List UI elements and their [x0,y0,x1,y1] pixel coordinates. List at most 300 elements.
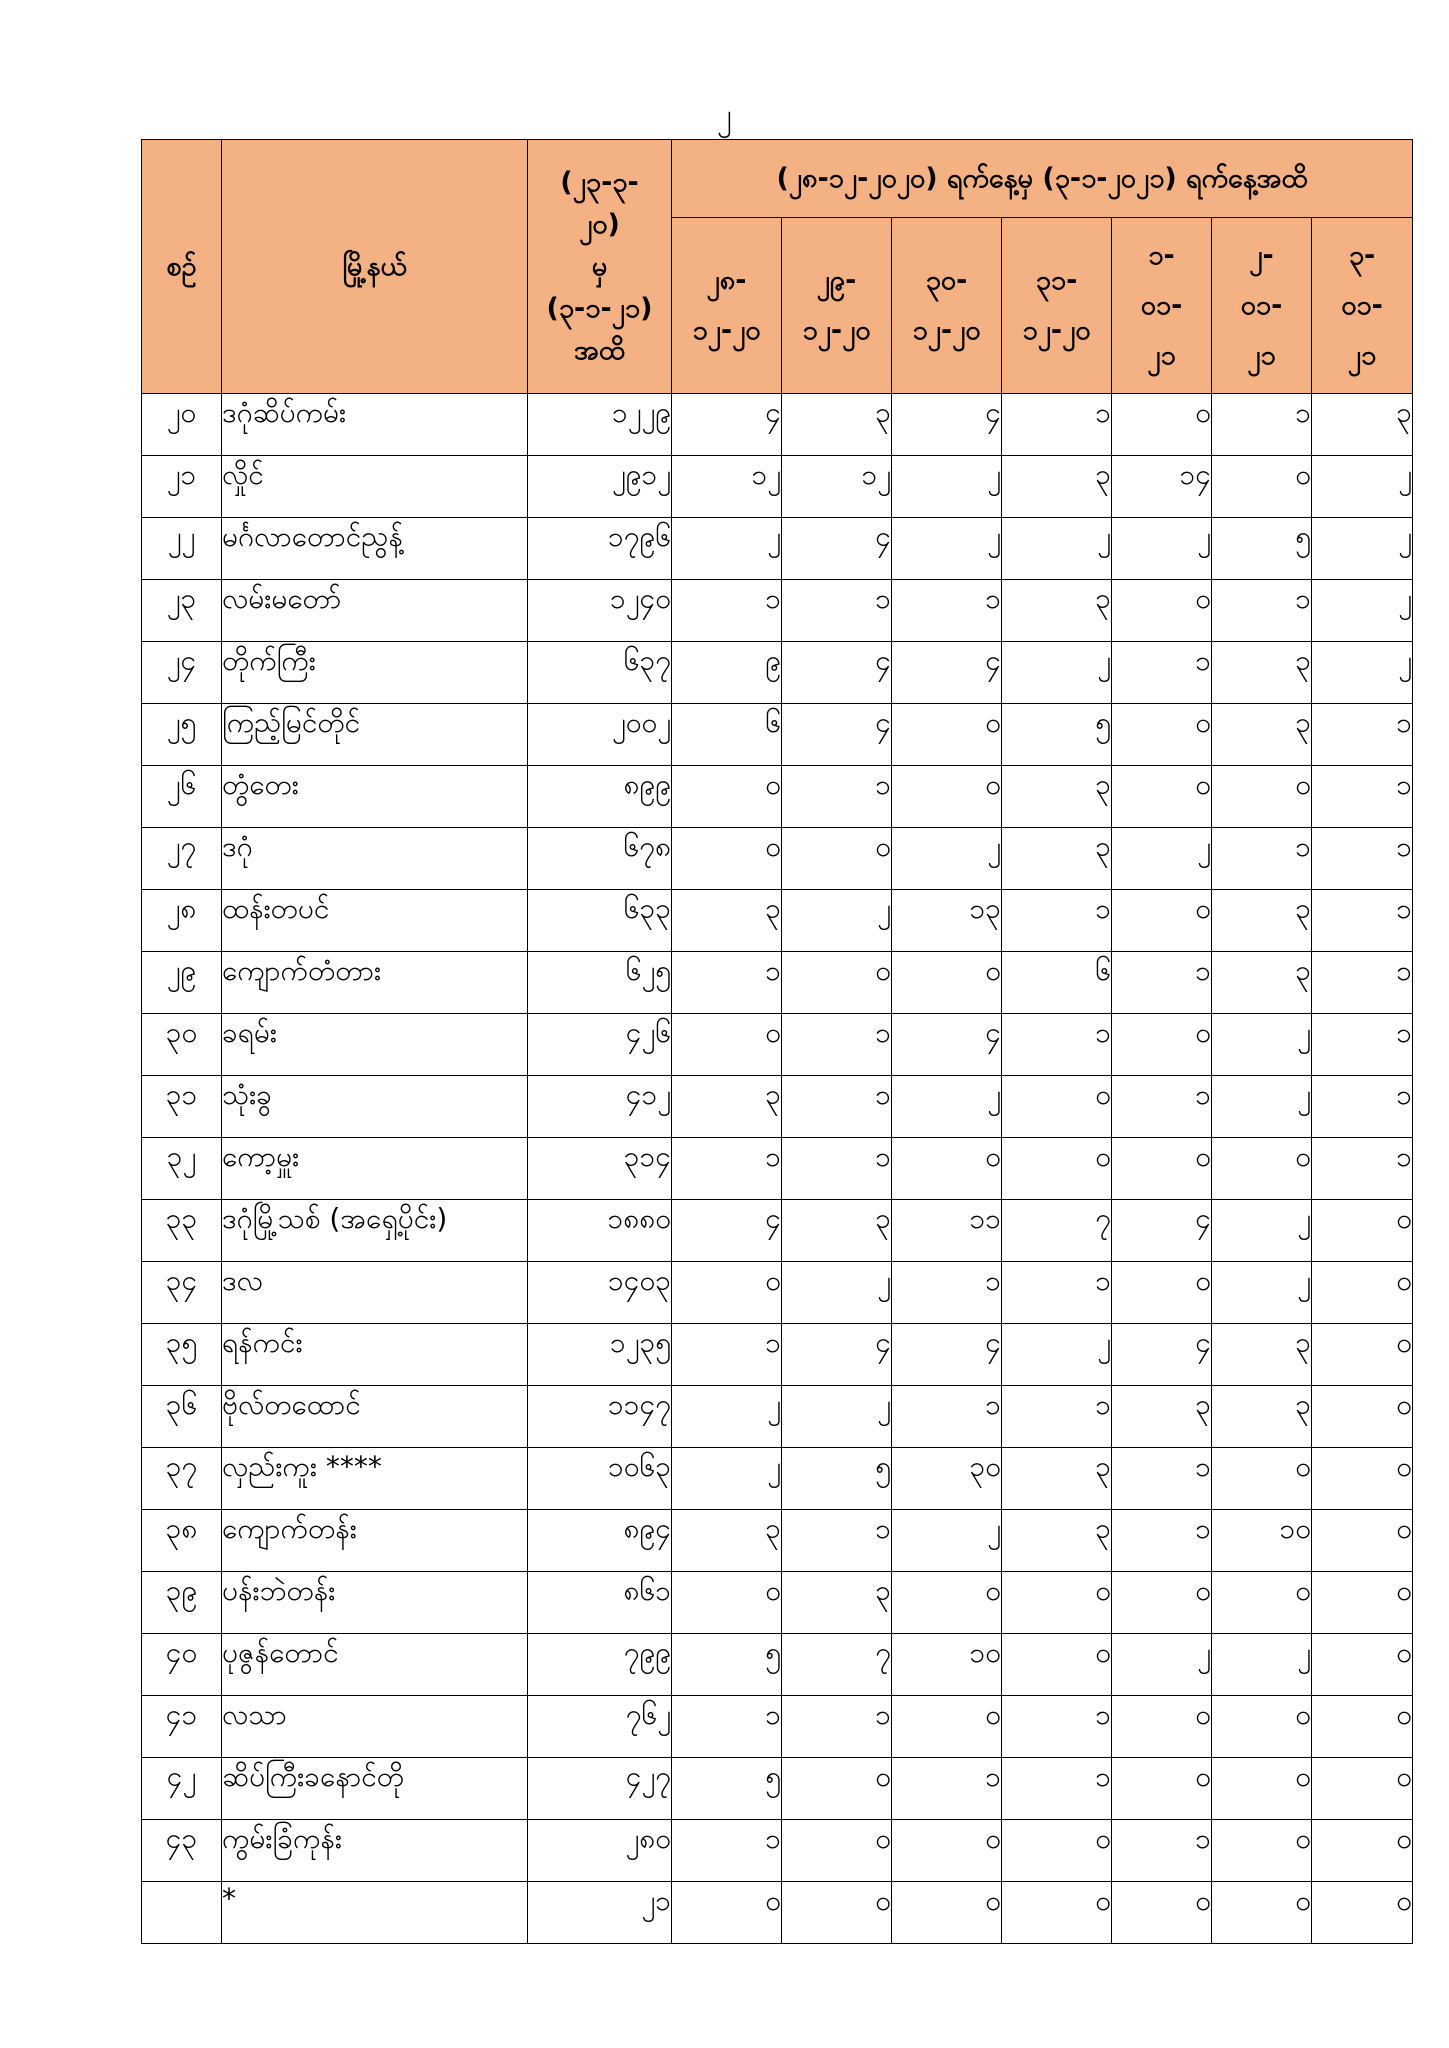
daily-count-cell: ၁ [1112,1076,1212,1138]
daily-count-cell: ၀ [1212,1758,1312,1820]
daily-count-cell: ၀ [1112,890,1212,952]
township-cell: ပန်းဘဲတန်း [222,1572,528,1634]
daily-count-cell: ၃ [1112,1386,1212,1448]
table-row [142,1076,1413,1138]
cumulative-cell: ၈၉၉ [528,766,672,828]
daily-count-cell: ၁ [892,1262,1002,1324]
daily-count-cell: ၀ [1212,1572,1312,1634]
daily-count-cell: ၀ [1312,1758,1413,1820]
daily-count-cell: ၀ [1312,1448,1413,1510]
daily-count-cell: ၄ [672,1200,782,1262]
daily-count-cell: ၁ [1112,1510,1212,1572]
daily-count-cell: ၀ [672,766,782,828]
daily-count-cell: ၁ [1112,1820,1212,1882]
header-date [1002,218,1112,394]
daily-count-cell: ၃ [1002,1510,1112,1572]
serial-cell: ၂၅ [142,704,222,766]
cumulative-cell: ၂၉၁၂ [528,456,672,518]
daily-count-cell: ၁ [1312,952,1413,1014]
daily-count-cell: ၁ [672,1820,782,1882]
daily-count-cell: ၀ [1112,1014,1212,1076]
daily-count-cell: ၀ [1312,1634,1413,1696]
daily-count-cell: ၂ [1002,518,1112,580]
township-cell: ကွမ်းခြံကုန်း [222,1820,528,1882]
serial-cell: ၄၂ [142,1758,222,1820]
daily-count-cell: ၀ [892,1138,1002,1200]
cumulative-cell: ၂၁ [528,1882,672,1944]
header-cumulative-line: (၃-၁-၂၁) [546,292,653,324]
table-row [142,518,1413,580]
daily-count-cell: ၂ [892,518,1002,580]
serial-cell: ၃၁ [142,1076,222,1138]
date-line: ၃၀- [925,264,968,296]
serial-cell: ၄၀ [142,1634,222,1696]
daily-count-cell: ၁ [782,1696,892,1758]
serial-cell: ၄၁ [142,1696,222,1758]
daily-count-cell: ၄ [782,1324,892,1386]
daily-count-cell: ၂ [1212,1200,1312,1262]
table-row [142,642,1413,704]
daily-count-cell: ၀ [1312,1386,1413,1448]
daily-count-cell: ၀ [1112,1758,1212,1820]
daily-count-cell: ၁ [1002,394,1112,456]
daily-count-cell: ၆ [672,704,782,766]
daily-count-cell: ၀ [1312,1510,1413,1572]
cumulative-cell: ၈၉၄ [528,1510,672,1572]
township-cell: ဗိုလ်တထောင် [222,1386,528,1448]
daily-count-cell: ၃ [1212,890,1312,952]
township-cell: ဆိပ်ကြီးခနောင်တို [222,1758,528,1820]
daily-count-cell: ၄ [782,642,892,704]
daily-count-cell: ၁ [782,1510,892,1572]
date-line: ၂၁ [1147,339,1176,371]
daily-count-cell: ၃ [1002,1448,1112,1510]
serial-cell: ၃၃ [142,1200,222,1262]
daily-count-cell: ၅ [672,1634,782,1696]
township-cell: ကြည့်မြင်တိုင် [222,704,528,766]
daily-count-cell: ၀ [1112,1138,1212,1200]
daily-count-cell: ၁ [1212,580,1312,642]
table-row [142,1572,1413,1634]
daily-count-cell: ၁ [782,580,892,642]
table-row [142,456,1413,518]
table-row [142,1138,1413,1200]
daily-count-cell: ၁ [782,1076,892,1138]
township-cell: ထန်းတပင် [222,890,528,952]
cumulative-cell: ၁၇၉၆ [528,518,672,580]
daily-count-cell: ၁ [782,1014,892,1076]
table-row [142,1200,1413,1262]
table-row [142,766,1413,828]
daily-count-cell: ၉ [672,642,782,704]
date-line: ၂၁ [1347,339,1377,371]
daily-count-cell: ၃ [782,1200,892,1262]
cumulative-cell: ၆၇၈ [528,828,672,890]
header-cumulative-line: မှ [591,250,608,282]
table-row [142,890,1413,952]
table-row [142,1758,1413,1820]
daily-count-cell: ၂ [1212,1076,1312,1138]
serial-cell: ၃၅ [142,1324,222,1386]
cumulative-cell: ၆၃၃ [528,890,672,952]
date-line: ၂- [1249,239,1274,271]
header-date [1312,218,1413,394]
daily-count-cell: ၄ [892,1014,1002,1076]
daily-count-cell: ၀ [1312,1882,1413,1944]
serial-cell: ၃၄ [142,1262,222,1324]
date-line: ၀၁- [1240,289,1283,321]
cumulative-cell: ၁၁၄၇ [528,1386,672,1448]
daily-count-cell: ၂ [782,1386,892,1448]
serial-cell: ၂၆ [142,766,222,828]
daily-count-cell: ၀ [1112,580,1212,642]
header-date [672,218,782,394]
header-daily-group: (၂၈-၁၂-၂၀၂၀) ရက်နေ့မှ (၃-၁-၂၀၂၁) ရက်နေ့အထိ [672,140,1413,218]
township-cell: * [222,1882,528,1944]
daily-count-cell: ၂ [1112,828,1212,890]
daily-count-cell: ၀ [1212,766,1312,828]
serial-cell: ၃၉ [142,1572,222,1634]
daily-count-cell: ၁ [1002,1696,1112,1758]
daily-count-cell: ၇ [782,1634,892,1696]
daily-count-cell: ၀ [782,952,892,1014]
daily-count-cell: ၂ [1002,1324,1112,1386]
cumulative-cell: ၆၃၇ [528,642,672,704]
daily-count-cell: ၁ [1312,1014,1413,1076]
daily-count-cell: ၀ [1112,704,1212,766]
daily-count-cell: ၂ [782,890,892,952]
daily-count-cell: ၂ [892,456,1002,518]
daily-count-cell: ၂ [1112,1634,1212,1696]
date-line: ၀၁- [1341,289,1383,321]
date-line: ၁- [1148,239,1175,271]
daily-count-cell: ၀ [1212,1696,1312,1758]
daily-count-cell: ၀ [1112,394,1212,456]
table-row [142,1014,1413,1076]
table-row [142,1882,1413,1944]
daily-count-cell: ၁ [672,952,782,1014]
daily-count-cell: ၀ [892,766,1002,828]
daily-count-cell: ၀ [1112,1696,1212,1758]
date-line: ၁၂-၂၀ [912,314,981,346]
cumulative-cell: ၆၂၅ [528,952,672,1014]
daily-count-cell: ၃ [1212,1386,1312,1448]
daily-count-cell: ၀ [892,1882,1002,1944]
daily-count-cell: ၂ [1112,518,1212,580]
cumulative-cell: ၁၀၆၃ [528,1448,672,1510]
serial-cell: ၃၂ [142,1138,222,1200]
daily-count-cell: ၀ [672,828,782,890]
township-cell: ဒဂုံဆိပ်ကမ်း [222,394,528,456]
cumulative-cell: ၄၂၆ [528,1014,672,1076]
header-date [1212,218,1312,394]
serial-cell: ၂၇ [142,828,222,890]
daily-count-cell: ၀ [1212,1820,1312,1882]
daily-count-cell: ၁၃ [892,890,1002,952]
daily-count-cell: ၀ [1112,1262,1212,1324]
township-cell: ဒဂုံမြို့သစ် (အရှေ့ပိုင်း) [222,1200,528,1262]
daily-count-cell: ၁ [1112,642,1212,704]
township-cell: ကော့မှူး [222,1138,528,1200]
daily-count-cell: ၀ [1212,1138,1312,1200]
date-line: ၃- [1348,239,1376,271]
daily-count-cell: ၃ [1212,642,1312,704]
township-cell: ဒဂုံ [222,828,528,890]
table-row [142,394,1413,456]
daily-count-cell: ၀ [892,704,1002,766]
daily-count-cell: ၁ [892,1386,1002,1448]
case-table [141,139,1413,1944]
daily-count-cell: ၀ [892,952,1002,1014]
serial-cell: ၂၁ [142,456,222,518]
daily-count-cell: ၁ [1312,1138,1413,1200]
daily-count-cell: ၃ [1002,766,1112,828]
daily-count-cell: ၀ [1002,1572,1112,1634]
serial-cell: ၂၃ [142,580,222,642]
table-row [142,1262,1413,1324]
daily-count-cell: ၃၀ [892,1448,1002,1510]
township-cell: တိုက်ကြီး [222,642,528,704]
daily-count-cell: ၁ [1112,1448,1212,1510]
daily-count-cell: ၅ [1212,518,1312,580]
daily-count-cell: ၂ [672,1386,782,1448]
daily-count-cell: ၄ [892,394,1002,456]
daily-count-cell: ၀ [672,1014,782,1076]
date-line: ၂၈- [706,264,747,296]
daily-count-cell: ၄ [1112,1200,1212,1262]
daily-count-cell: ၂ [892,1510,1002,1572]
daily-count-cell: ၃ [1212,1324,1312,1386]
daily-count-cell: ၁ [672,1696,782,1758]
table-row [142,828,1413,890]
serial-cell: ၂၂ [142,518,222,580]
daily-count-cell: ၀ [1312,1262,1413,1324]
daily-count-cell: ၀ [1112,766,1212,828]
township-cell: လမ်းမတော် [222,580,528,642]
cumulative-cell: ၁၂၄၀ [528,580,672,642]
township-cell: ခရမ်း [222,1014,528,1076]
daily-count-cell: ၃ [782,1572,892,1634]
daily-count-cell: ၀ [1312,1572,1413,1634]
cumulative-cell: ၇၆၂ [528,1696,672,1758]
serial-cell: ၂၄ [142,642,222,704]
daily-count-cell: ၅ [1002,704,1112,766]
daily-count-cell: ၅ [672,1758,782,1820]
header-cumulative [528,140,672,394]
township-cell: ရန်ကင်း [222,1324,528,1386]
daily-count-cell: ၁ [1002,1386,1112,1448]
daily-count-cell: ၃ [672,890,782,952]
daily-count-cell: ၂ [672,518,782,580]
township-cell: လသာ [222,1696,528,1758]
daily-count-cell: ၁ [1312,704,1413,766]
cumulative-cell: ၇၉၉ [528,1634,672,1696]
township-cell: လှိုင် [222,456,528,518]
daily-count-cell: ၁ [1312,828,1413,890]
daily-count-cell: ၀ [1002,1076,1112,1138]
daily-count-cell: ၁ [1312,1076,1413,1138]
daily-count-cell: ၂ [1312,580,1413,642]
table-row [142,704,1413,766]
daily-count-cell: ၁ [672,1138,782,1200]
daily-count-cell: ၃ [1002,456,1112,518]
daily-count-cell: ၂ [892,828,1002,890]
township-cell: တွံတေး [222,766,528,828]
serial-cell: ၂၀ [142,394,222,456]
township-cell: ဒလ [222,1262,528,1324]
header-serial: စဥ် [142,140,222,394]
daily-count-cell: ၁ [1002,1262,1112,1324]
daily-count-cell: ၁ [1312,766,1413,828]
daily-count-cell: ၁ [892,580,1002,642]
daily-count-cell: ၀ [1002,1882,1112,1944]
daily-count-cell: ၄ [782,704,892,766]
daily-count-cell: ၁ [672,580,782,642]
daily-count-cell: ၂ [1312,642,1413,704]
daily-count-cell: ၀ [1312,1820,1413,1882]
daily-count-cell: ၂ [672,1448,782,1510]
date-line: ၃၁- [1035,264,1078,296]
cumulative-cell: ၄၂၇ [528,1758,672,1820]
daily-count-cell: ၀ [892,1820,1002,1882]
table-row [142,1386,1413,1448]
daily-count-cell: ၁၀ [892,1634,1002,1696]
daily-count-cell: ၂ [1212,1014,1312,1076]
header-cumulative-line: ၂၀) [579,208,620,240]
cumulative-cell: ၁၂၃၅ [528,1324,672,1386]
daily-count-cell: ၁ [782,1138,892,1200]
daily-count-cell: ၁ [1212,828,1312,890]
serial-cell: ၂၈ [142,890,222,952]
township-cell: ကျောက်တန်း [222,1510,528,1572]
daily-count-cell: ၂ [1002,642,1112,704]
daily-count-cell: ၀ [1002,1634,1112,1696]
daily-count-cell: ၄ [672,394,782,456]
township-cell: သုံးခွ [222,1076,528,1138]
cumulative-cell: ၃၁၄ [528,1138,672,1200]
daily-count-cell: ၁၂ [782,456,892,518]
daily-count-cell: ၀ [672,1572,782,1634]
date-line: ၁၂-၂၀ [692,314,761,346]
cumulative-cell: ၁၈၈၀ [528,1200,672,1262]
table-row [142,1820,1413,1882]
header-cumulative-line: အထိ [574,334,625,366]
cumulative-cell: ၂၀၀၂ [528,704,672,766]
daily-count-cell: ၀ [1312,1200,1413,1262]
daily-count-cell: ၀ [892,1696,1002,1758]
table-row [142,580,1413,642]
daily-count-cell: ၅ [782,1448,892,1510]
serial-cell: ၃၈ [142,1510,222,1572]
daily-count-cell: ၁ [892,1758,1002,1820]
date-line: ၂၉- [816,264,857,296]
daily-count-cell: ၃ [1312,394,1413,456]
daily-count-cell: ၂ [1312,518,1413,580]
township-cell: ပုဇွန်တောင် [222,1634,528,1696]
daily-count-cell: ၁၂ [672,456,782,518]
daily-count-cell: ၀ [782,1882,892,1944]
table-row [142,1634,1413,1696]
daily-count-cell: ၀ [672,1882,782,1944]
daily-count-cell: ၀ [782,1820,892,1882]
table-row [142,1510,1413,1572]
daily-count-cell: ၀ [782,1758,892,1820]
daily-count-cell: ၀ [1212,456,1312,518]
daily-count-cell: ၁၄ [1112,456,1212,518]
table-row [142,1696,1413,1758]
daily-count-cell: ၁ [1002,890,1112,952]
daily-count-cell: ၆ [1002,952,1112,1014]
daily-count-cell: ၀ [1002,1138,1112,1200]
daily-count-cell: ၄ [1112,1324,1212,1386]
daily-count-cell: ၂ [892,1076,1002,1138]
daily-count-cell: ၀ [1112,1572,1212,1634]
page-number: ၂ [717,98,732,133]
serial-cell: ၂၉ [142,952,222,1014]
cumulative-cell: ၁၄၀၃ [528,1262,672,1324]
date-line: ၁၂-၂၀ [802,314,871,346]
serial-cell: ၄၃ [142,1820,222,1882]
serial-cell: ၃၇ [142,1448,222,1510]
header-cumulative-line: (၂၃-၃- [560,166,639,198]
daily-count-cell: ၀ [1212,1882,1312,1944]
daily-count-cell: ၁၀ [1212,1510,1312,1572]
daily-count-cell: ၂ [1312,456,1413,518]
daily-count-cell: ၀ [1312,1324,1413,1386]
date-line: ၁၂-၂၀ [1022,314,1091,346]
daily-count-cell: ၁ [1212,394,1312,456]
daily-count-cell: ၃ [672,1076,782,1138]
daily-count-cell: ၁ [672,1324,782,1386]
township-cell: ကျောက်တံတား [222,952,528,1014]
daily-count-cell: ၂ [782,1262,892,1324]
table-row [142,1448,1413,1510]
daily-count-cell: ၂ [1212,1262,1312,1324]
header-date [892,218,1002,394]
serial-cell [142,1882,222,1944]
daily-count-cell: ၃ [1212,704,1312,766]
daily-count-cell: ၁ [782,766,892,828]
daily-count-cell: ၄ [892,1324,1002,1386]
daily-count-cell: ၁၁ [892,1200,1002,1262]
cumulative-cell: ၄၁၂ [528,1076,672,1138]
daily-count-cell: ၃ [1002,580,1112,642]
daily-count-cell: ၀ [1112,1882,1212,1944]
daily-count-cell: ၄ [892,642,1002,704]
daily-count-cell: ၄ [782,518,892,580]
header-township: မြို့နယ် [222,140,528,394]
serial-cell: ၃၆ [142,1386,222,1448]
daily-count-cell: ၁ [1002,1758,1112,1820]
daily-count-cell: ၁ [1002,1014,1112,1076]
table-body [142,394,1413,1944]
township-cell: မင်္ဂလာတောင်ညွန့် [222,518,528,580]
daily-count-cell: ၀ [1312,1696,1413,1758]
daily-count-cell: ၃ [672,1510,782,1572]
daily-count-cell: ၀ [782,828,892,890]
header-date [782,218,892,394]
township-cell: လှည်းကူး **** [222,1448,528,1510]
daily-count-cell: ၀ [1212,1448,1312,1510]
date-line: ၂၁ [1247,339,1276,371]
cumulative-cell: ၈၆၁ [528,1572,672,1634]
daily-count-cell: ၃ [782,394,892,456]
daily-count-cell: ၁ [1312,890,1413,952]
serial-cell: ၃၀ [142,1014,222,1076]
daily-count-cell: ၇ [1002,1200,1112,1262]
daily-count-cell: ၂ [1212,1634,1312,1696]
cumulative-cell: ၁၂၂၉ [528,394,672,456]
